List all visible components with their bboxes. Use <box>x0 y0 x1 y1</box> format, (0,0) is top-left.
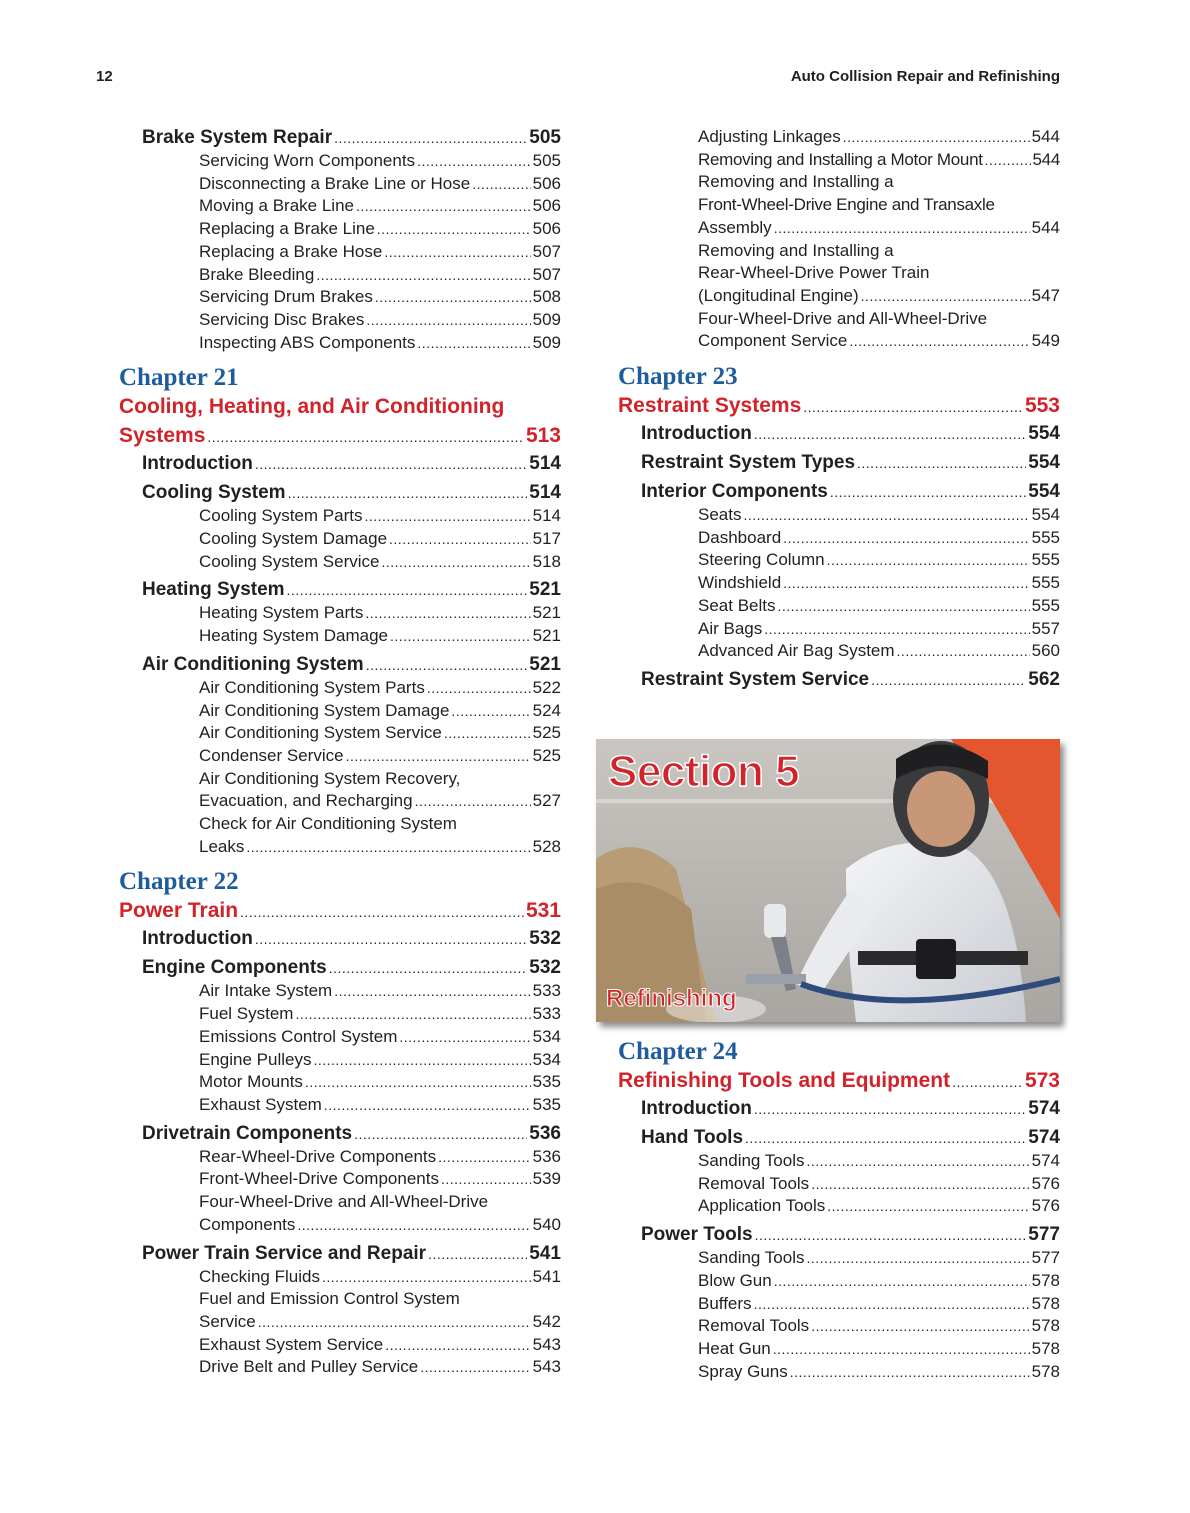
toc-entry-heating-system[interactable]: Heating System ..... 521 <box>119 578 561 602</box>
toc-subentry[interactable]: Cooling System Parts ..... 514 <box>119 505 561 528</box>
toc-subentry[interactable]: Components ..... 540 <box>119 1214 561 1237</box>
section-5-banner-image <box>596 739 1060 1022</box>
toc-subentry[interactable]: Adjusting Linkages ..... 544 <box>618 126 1060 149</box>
toc-entry-restraint-system-types[interactable]: Restraint System Types ..... 554 <box>618 451 1060 475</box>
toc-subentry[interactable]: Air Bags ..... 557 <box>618 618 1060 641</box>
chapter-24-title[interactable]: Refinishing Tools and Equipment ..... 573 <box>618 1066 1060 1097</box>
toc-entry-engine-components[interactable]: Engine Components ..... 532 <box>119 956 561 980</box>
toc-entry-brake-system-repair[interactable]: Brake System Repair ..... 505 <box>119 126 561 150</box>
toc-subentry[interactable]: Exhaust System ..... 535 <box>119 1094 561 1117</box>
toc-entry-introduction[interactable]: Introduction ..... 532 <box>119 927 561 951</box>
toc-subentry[interactable]: Blow Gun ..... 578 <box>618 1270 1060 1293</box>
toc-subentry[interactable]: Air Conditioning System Damage ..... 524 <box>119 700 561 723</box>
toc-subentry[interactable]: Service ..... 542 <box>119 1311 561 1334</box>
toc-subentry[interactable]: Moving a Brake Line ..... 506 <box>119 195 561 218</box>
toc-entry-drivetrain-components[interactable]: Drivetrain Components ..... 536 <box>119 1122 561 1146</box>
chapter-24-label: Chapter 24 <box>618 1038 738 1065</box>
toc-subentry[interactable]: Air Conditioning System Service ..... 525 <box>119 722 561 745</box>
chapter-21-title-line2[interactable]: Systems ..... 513 <box>119 421 561 452</box>
toc-subentry-wrap[interactable]: Four-Wheel-Drive and All-Wheel-Drive <box>199 1192 489 1212</box>
toc-subentry[interactable]: Replacing a Brake Line ..... 506 <box>119 218 561 241</box>
toc-subentry-wrap[interactable]: Four-Wheel-Drive and All-Wheel-Drive <box>698 308 988 328</box>
toc-subentry[interactable]: Engine Pulleys ..... 534 <box>119 1049 561 1072</box>
toc-right-column-lower <box>618 1038 1060 1383</box>
toc-subentry[interactable]: Exhaust System Service ..... 543 <box>119 1334 561 1357</box>
toc-subentry[interactable]: Dashboard ..... 555 <box>618 527 1060 550</box>
toc-subentry[interactable]: Brake Bleeding ..... 507 <box>119 264 561 287</box>
toc-subentry[interactable]: Cooling System Service ..... 518 <box>119 551 561 574</box>
toc-subentry[interactable]: Component Service ..... 549 <box>618 330 1060 353</box>
chapter-23-label: Chapter 23 <box>618 363 738 391</box>
toc-entry-restraint-system-service[interactable]: Restraint System Service ..... 562 <box>618 668 1060 692</box>
toc-subentry-wrap[interactable]: Air Conditioning System Recovery, <box>199 768 461 788</box>
toc-subentry[interactable]: Inspecting ABS Components ..... 509 <box>119 332 561 355</box>
toc-subentry-wrap[interactable]: Fuel and Emission Control System <box>199 1289 460 1309</box>
toc-subentry[interactable]: (Longitudinal Engine) ..... 547 <box>618 285 1060 308</box>
toc-subentry[interactable]: Seat Belts ..... 555 <box>618 595 1060 618</box>
toc-entry-introduction[interactable]: Introduction ..... 514 <box>119 452 561 476</box>
toc-subentry-wrap[interactable]: Check for Air Conditioning System <box>199 814 457 834</box>
section-title: Section 5 <box>608 747 800 796</box>
toc-subentry[interactable]: Buffers ..... 578 <box>618 1293 1060 1316</box>
toc-subentry[interactable]: Sanding Tools ..... 577 <box>618 1247 1060 1270</box>
toc-subentry[interactable]: Front-Wheel-Drive Components ..... 539 <box>119 1168 561 1191</box>
toc-subentry[interactable]: Cooling System Damage ..... 517 <box>119 528 561 551</box>
toc-subentry[interactable]: Rear-Wheel-Drive Components ..... 536 <box>119 1146 561 1169</box>
toc-subentry[interactable]: Removal Tools ..... 578 <box>618 1315 1060 1338</box>
toc-entry-introduction[interactable]: Introduction ..... 574 <box>618 1097 1060 1121</box>
toc-subentry[interactable]: Servicing Drum Brakes ..... 508 <box>119 286 561 309</box>
toc-subentry[interactable]: Air Conditioning System Parts ..... 522 <box>119 677 561 700</box>
chapter-21-label: Chapter 21 <box>119 364 239 392</box>
toc-entry-hand-tools[interactable]: Hand Tools ..... 574 <box>618 1126 1060 1150</box>
toc-subentry[interactable]: Drive Belt and Pulley Service ..... 543 <box>119 1356 561 1379</box>
toc-subentry[interactable]: Air Intake System ..... 533 <box>119 980 561 1003</box>
toc-subentry-wrap[interactable]: Removing and Installing a <box>698 240 894 260</box>
toc-subentry-wrap[interactable]: Rear-Wheel-Drive Power Train <box>698 263 930 283</box>
toc-subentry[interactable]: Condenser Service ..... 525 <box>119 745 561 768</box>
toc-subentry[interactable]: Application Tools ..... 576 <box>618 1195 1060 1218</box>
toc-subentry[interactable]: Servicing Worn Components ..... 505 <box>119 150 561 173</box>
toc-entry-cooling-system[interactable]: Cooling System ..... 514 <box>119 481 561 505</box>
toc-subentry-wrap[interactable]: Removing and Installing a <box>698 172 894 192</box>
toc-entry-interior-components[interactable]: Interior Components ..... 554 <box>618 480 1060 504</box>
toc-subentry[interactable]: Heat Gun ..... 578 <box>618 1338 1060 1361</box>
toc-entry-introduction[interactable]: Introduction ..... 554 <box>618 422 1060 446</box>
toc-subentry[interactable]: Checking Fluids ..... 541 <box>119 1266 561 1289</box>
toc-subentry[interactable]: Windshield ..... 555 <box>618 572 1060 595</box>
toc-entry-power-tools[interactable]: Power Tools ..... 577 <box>618 1223 1060 1247</box>
toc-subentry[interactable]: Steering Column ..... 555 <box>618 549 1060 572</box>
chapter-23-title[interactable]: Restraint Systems ..... 553 <box>618 391 1060 422</box>
toc-subentry[interactable]: Advanced Air Bag System ..... 560 <box>618 640 1060 663</box>
toc-subentry[interactable]: Heating System Parts ..... 521 <box>119 602 561 625</box>
chapter-21-title-line1[interactable]: Cooling, Heating, and Air Conditioning <box>119 395 505 419</box>
toc-subentry-wrap[interactable]: Front-Wheel-Drive Engine and Transaxle <box>698 195 995 215</box>
toc-subentry[interactable]: Fuel System ..... 533 <box>119 1003 561 1026</box>
toc-subentry[interactable]: Removing and Installing a Motor Mount ..... 544 <box>618 149 1060 172</box>
chapter-22-label: Chapter 22 <box>119 868 239 896</box>
toc-subentry[interactable]: Seats ..... 554 <box>618 504 1060 527</box>
toc-entry-air-conditioning-system[interactable]: Air Conditioning System ..... 521 <box>119 653 561 677</box>
toc-subentry[interactable]: Spray Guns ..... 578 <box>618 1361 1060 1384</box>
toc-subentry[interactable]: Removal Tools ..... 576 <box>618 1173 1060 1196</box>
toc-subentry[interactable]: Assembly ..... 544 <box>618 217 1060 240</box>
toc-subentry[interactable]: Emissions Control System ..... 534 <box>119 1026 561 1049</box>
section-subtitle: Refinishing <box>606 985 737 1012</box>
toc-subentry[interactable]: Heating System Damage ..... 521 <box>119 625 561 648</box>
toc-subentry[interactable]: Disconnecting a Brake Line or Hose ..... 506 <box>119 173 561 196</box>
toc-left-column <box>119 126 561 1379</box>
toc-subentry[interactable]: Evacuation, and Recharging ..... 527 <box>119 790 561 813</box>
toc-right-column <box>618 126 1060 692</box>
toc-subentry[interactable]: Sanding Tools ..... 574 <box>618 1150 1060 1173</box>
toc-subentry[interactable]: Motor Mounts ..... 535 <box>119 1071 561 1094</box>
toc-subentry[interactable]: Leaks ..... 528 <box>119 836 561 859</box>
toc-subentry[interactable]: Servicing Disc Brakes ..... 509 <box>119 309 561 332</box>
toc-subentry[interactable]: Replacing a Brake Hose ..... 507 <box>119 241 561 264</box>
toc-entry-power-train-service[interactable]: Power Train Service and Repair ..... 541 <box>119 1242 561 1266</box>
running-header-title: Auto Collision Repair and Refinishing <box>790 68 1060 85</box>
chapter-22-title[interactable]: Power Train ..... 531 <box>119 896 561 927</box>
page-number: 12 <box>96 68 113 85</box>
